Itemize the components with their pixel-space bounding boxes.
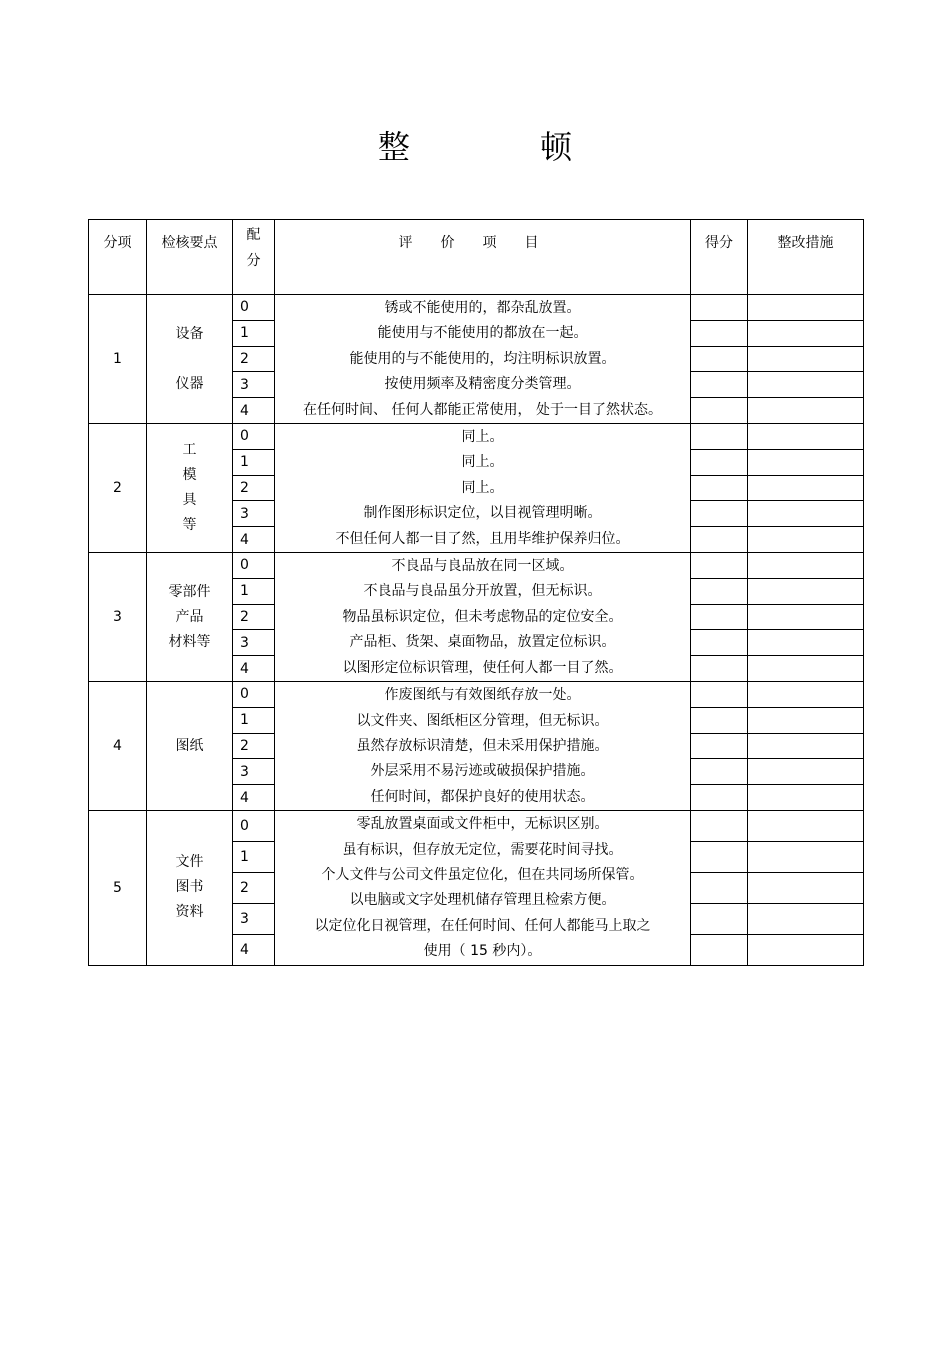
key-point-line: 资料 <box>175 904 204 921</box>
evaluation-item: 以文件夹、图纸柜区分管理，但无标识。 <box>356 712 609 729</box>
measures-input-cell[interactable] <box>748 842 864 873</box>
score-input-cell[interactable] <box>691 872 748 903</box>
section-key-points <box>147 682 233 811</box>
evaluation-items <box>275 295 691 424</box>
evaluation-item: 制作图形标识定位，以目视管理明晰。 <box>363 505 602 522</box>
evaluation-item: 任何时间，都保护良好的使用状态。 <box>370 788 595 805</box>
evaluation-item: 同上。 <box>461 429 504 446</box>
measures-input-cell[interactable] <box>748 872 864 903</box>
score-input-cell[interactable] <box>691 398 748 424</box>
section-key-points <box>147 811 233 965</box>
key-point-line: 材料等 <box>168 633 211 650</box>
measures-input-cell[interactable] <box>748 656 864 682</box>
key-point-line: 具 <box>182 492 197 509</box>
score-input-cell[interactable] <box>691 811 748 842</box>
evaluation-item: 产品柜、货架、桌面物品，放置定位标识。 <box>349 634 616 651</box>
evaluation-item: 按使用频率及精密度分类管理。 <box>384 376 581 393</box>
table-row <box>89 295 864 321</box>
score-input-cell[interactable] <box>691 934 748 965</box>
evaluation-item: 零乱放置桌面或文件柜中，无标识区别。 <box>356 816 609 833</box>
points-cell: 2 <box>233 475 275 501</box>
score-input-cell[interactable] <box>691 707 748 733</box>
measures-input-cell[interactable] <box>748 320 864 346</box>
evaluation-item: 以图形定位标识管理，使任何人都一目了然。 <box>342 659 623 676</box>
score-input-cell[interactable] <box>691 295 748 321</box>
evaluation-item: 物品虽标识定位，但未考虑物品的定位安全。 <box>342 608 623 625</box>
score-input-cell[interactable] <box>691 842 748 873</box>
measures-input-cell[interactable] <box>748 903 864 934</box>
points-cell: 0 <box>233 424 275 450</box>
key-point-line <box>147 347 232 372</box>
points-cell: 1 <box>233 707 275 733</box>
measures-input-cell[interactable] <box>748 785 864 811</box>
header-row <box>89 220 864 295</box>
evaluation-item: 以定位化日视管理，在任何时间、任何人都能马上取之 <box>314 917 651 934</box>
points-cell: 0 <box>233 295 275 321</box>
score-input-cell[interactable] <box>691 553 748 579</box>
table-row <box>89 811 864 842</box>
score-input-cell[interactable] <box>691 630 748 656</box>
score-input-cell[interactable] <box>691 346 748 372</box>
evaluation-items <box>275 553 691 682</box>
score-input-cell[interactable] <box>691 320 748 346</box>
score-input-cell[interactable] <box>691 785 748 811</box>
evaluation-item: 使用（ 15 秒内）。 <box>423 943 542 960</box>
points-cell: 2 <box>233 346 275 372</box>
score-input-cell[interactable] <box>691 903 748 934</box>
header-points <box>233 220 275 295</box>
measures-input-cell[interactable] <box>748 346 864 372</box>
key-point-line: 模 <box>182 467 197 484</box>
points-cell: 3 <box>233 759 275 785</box>
score-input-cell[interactable] <box>691 501 748 527</box>
evaluation-item: 作废图纸与有效图纸存放一处。 <box>384 687 581 704</box>
points-cell: 2 <box>233 872 275 903</box>
score-input-cell[interactable] <box>691 578 748 604</box>
points-cell: 1 <box>233 320 275 346</box>
evaluation-item: 以电脑或文字处理机储存管理且检索方便。 <box>349 892 616 909</box>
measures-input-cell[interactable] <box>748 372 864 398</box>
points-cell: 1 <box>233 842 275 873</box>
header-points-line1: 配 <box>246 227 261 243</box>
header-key-points: 检核要点 <box>147 220 233 295</box>
points-cell: 0 <box>233 682 275 708</box>
measures-input-cell[interactable] <box>748 934 864 965</box>
score-input-cell[interactable] <box>691 424 748 450</box>
section-number: 4 <box>89 682 147 811</box>
points-cell: 1 <box>233 449 275 475</box>
score-input-cell[interactable] <box>691 527 748 553</box>
section-number: 1 <box>89 295 147 424</box>
measures-input-cell[interactable] <box>748 682 864 708</box>
key-point-line: 文件 <box>175 854 204 871</box>
measures-input-cell[interactable] <box>748 295 864 321</box>
section-key-points <box>147 424 233 553</box>
key-point-line: 图纸 <box>175 737 204 754</box>
section-key-points <box>147 295 233 424</box>
key-point-line: 产品 <box>175 608 204 625</box>
measures-input-cell[interactable] <box>748 630 864 656</box>
table-row <box>89 424 864 450</box>
points-cell: 0 <box>233 811 275 842</box>
evaluation-items <box>275 424 691 553</box>
evaluation-table <box>88 219 864 966</box>
measures-input-cell[interactable] <box>748 475 864 501</box>
measures-input-cell[interactable] <box>748 424 864 450</box>
evaluation-item: 能使用与不能使用的都放在一起。 <box>377 325 588 342</box>
measures-input-cell[interactable] <box>748 811 864 842</box>
evaluation-item: 外层采用不易污迹或破损保护措施。 <box>370 763 595 780</box>
evaluation-item: 虽有标识，但存放无定位，需要花时间寻找。 <box>342 841 623 858</box>
evaluation-item: 锈或不能使用的，都杂乱放置。 <box>384 300 581 316</box>
measures-input-cell[interactable] <box>748 604 864 630</box>
evaluation-item: 能使用的与不能使用的，均注明标识放置。 <box>349 350 616 367</box>
evaluation-item: 虽然存放标识清楚，但未采用保护措施。 <box>356 737 609 754</box>
key-point-line: 设备 <box>175 325 204 342</box>
section-number: 2 <box>89 424 147 553</box>
points-cell: 1 <box>233 578 275 604</box>
key-point-line: 工 <box>182 442 197 459</box>
score-input-cell[interactable] <box>691 372 748 398</box>
measures-input-cell[interactable] <box>748 578 864 604</box>
measures-input-cell[interactable] <box>748 553 864 579</box>
points-cell: 4 <box>233 656 275 682</box>
measures-input-cell[interactable] <box>748 707 864 733</box>
key-point-line: 零部件 <box>168 583 211 600</box>
section-number: 5 <box>89 811 147 965</box>
header-item: 分项 <box>89 220 147 295</box>
page-title: 整 顿 <box>377 128 633 166</box>
evaluation-items <box>275 682 691 811</box>
measures-input-cell[interactable] <box>748 733 864 759</box>
score-input-cell[interactable] <box>691 449 748 475</box>
table-row <box>89 553 864 579</box>
points-cell: 3 <box>233 630 275 656</box>
evaluation-item: 同上。 <box>461 454 504 471</box>
evaluation-item: 同上。 <box>461 479 504 496</box>
score-input-cell[interactable] <box>691 733 748 759</box>
key-point-line: 等 <box>182 517 197 534</box>
points-cell: 4 <box>233 398 275 424</box>
measures-input-cell[interactable] <box>748 527 864 553</box>
section-number: 3 <box>89 553 147 682</box>
points-cell: 4 <box>233 934 275 965</box>
evaluation-item: 不良品与良品放在同一区域。 <box>391 558 574 575</box>
points-cell: 4 <box>233 785 275 811</box>
score-input-cell[interactable] <box>691 656 748 682</box>
evaluation-item: 在任何时间、 任何人都能正常使用， 处于一目了然状态。 <box>303 401 662 418</box>
header-measures: 整改措施 <box>748 220 864 295</box>
points-cell: 3 <box>233 903 275 934</box>
points-cell: 2 <box>233 604 275 630</box>
score-input-cell[interactable] <box>691 682 748 708</box>
header-score: 得分 <box>691 220 748 295</box>
header-evaluation: 评价项目 <box>275 220 691 295</box>
measures-input-cell[interactable] <box>748 501 864 527</box>
measures-input-cell[interactable] <box>748 759 864 785</box>
measures-input-cell[interactable] <box>748 398 864 424</box>
key-point-line: 仪器 <box>175 375 204 392</box>
score-input-cell[interactable] <box>691 604 748 630</box>
key-point-line: 图书 <box>175 879 204 896</box>
evaluation-item: 个人文件与公司文件虽定位化，但在共同场所保管。 <box>321 866 644 883</box>
section-key-points <box>147 553 233 682</box>
header-points-line2: 分 <box>246 253 261 269</box>
score-input-cell[interactable] <box>691 759 748 785</box>
points-cell: 2 <box>233 733 275 759</box>
points-cell: 3 <box>233 501 275 527</box>
measures-input-cell[interactable] <box>748 449 864 475</box>
evaluation-item: 不但任何人都一目了然，且用毕维护保养归位。 <box>335 530 630 547</box>
points-cell: 4 <box>233 527 275 553</box>
evaluation-items <box>275 811 691 965</box>
table-row <box>89 682 864 708</box>
evaluation-item: 不良品与良品虽分开放置，但无标识。 <box>363 583 602 600</box>
score-input-cell[interactable] <box>691 475 748 501</box>
points-cell: 3 <box>233 372 275 398</box>
points-cell: 0 <box>233 553 275 579</box>
